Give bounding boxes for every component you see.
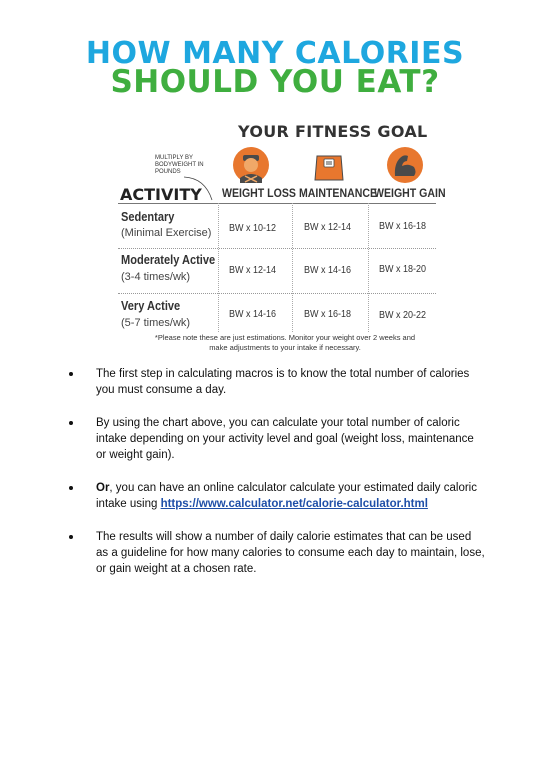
- footnote-line: *Please note these are just estimations. Monitor your weight over 2 weeks and: [154, 333, 416, 342]
- column-weight-gain: WEIGHT GAIN: [374, 186, 446, 200]
- column-weight-loss: WEIGHT LOSS: [222, 186, 296, 200]
- bullet-text: , you can have an online calculator calculate your estimated daily caloric intake using: [96, 482, 477, 510]
- row-sedentary-name: Sedentary: [121, 209, 175, 224]
- bullet-dot: [69, 535, 73, 539]
- bullet-text: By using the chart above, you can calculate your total number of caloric intake depending on your activity level and goal (weight loss, maintenance or weight gain).: [96, 417, 474, 461]
- row-very-active-sub: (5-7 times/wk): [121, 317, 191, 329]
- bullet-dot: [69, 486, 73, 490]
- table-cell: BW x 10-12: [229, 223, 277, 234]
- table-cell: BW x 12-14: [304, 222, 352, 233]
- fitness-goal-title: YOUR FITNESS GOAL: [238, 122, 428, 141]
- table-cell: BW x 16-18: [304, 309, 352, 320]
- headline-line-2: SHOULD YOU EAT?: [110, 64, 440, 100]
- column-divider: [368, 203, 369, 332]
- header-divider: [118, 203, 436, 204]
- footnote-line: make adjustments to your intake if necessary.: [209, 343, 361, 352]
- table-cell: BW x 20-22: [379, 310, 427, 321]
- table-cell: BW x 16-18: [379, 221, 427, 232]
- bullet-list: [66, 366, 486, 594]
- list-item: [66, 529, 486, 577]
- flexing-arm-icon: [386, 146, 424, 184]
- row-divider: [118, 293, 436, 294]
- calculator-link[interactable]: https://www.calculator.net/calorie-calculator.html: [160, 498, 428, 510]
- headline-line-1: HOW MANY CALORIES: [85, 36, 465, 71]
- bullet-text: The results will show a number of daily calorie estimates that can be used as a guideline for how many calories to consume each day to maintain, lose, or gain weight at a chosen rate.: [96, 531, 485, 575]
- bullet-text: The first step in calculating macros is to know the total number of calories you must consume a day.: [96, 368, 470, 396]
- row-moderately-active-name: Moderately Active: [121, 252, 216, 267]
- list-item: [66, 480, 486, 512]
- bullet-bold-or: Or: [96, 482, 110, 494]
- table-cell: BW x 14-16: [304, 265, 352, 276]
- list-item: [66, 366, 486, 398]
- multiply-note-line: MULTIPLY BY: [155, 155, 194, 161]
- bullet-dot: [69, 421, 73, 425]
- row-moderately-active-sub: (3-4 times/wk): [121, 271, 191, 283]
- multiply-note-line: BODYWEIGHT IN: [155, 162, 204, 168]
- weight-loss-person-icon: [232, 146, 270, 184]
- table-cell: BW x 12-14: [229, 265, 277, 276]
- row-divider: [118, 248, 436, 249]
- activity-header: ACTIVITY: [120, 185, 202, 204]
- column-divider: [218, 203, 219, 332]
- column-maintenance: MAINTENANCE: [299, 186, 378, 200]
- scale-icon: [310, 146, 348, 184]
- chart-footnote: [130, 333, 440, 353]
- row-very-active-name: Very Active: [121, 298, 181, 313]
- bullet-dot: [69, 372, 73, 376]
- multiply-note-line: POUNDS: [155, 169, 181, 175]
- table-cell: BW x 14-16: [229, 309, 277, 320]
- row-sedentary-sub: (Minimal Exercise): [121, 227, 212, 239]
- column-divider: [292, 203, 293, 332]
- list-item: [66, 415, 486, 463]
- table-cell: BW x 18-20: [379, 264, 427, 275]
